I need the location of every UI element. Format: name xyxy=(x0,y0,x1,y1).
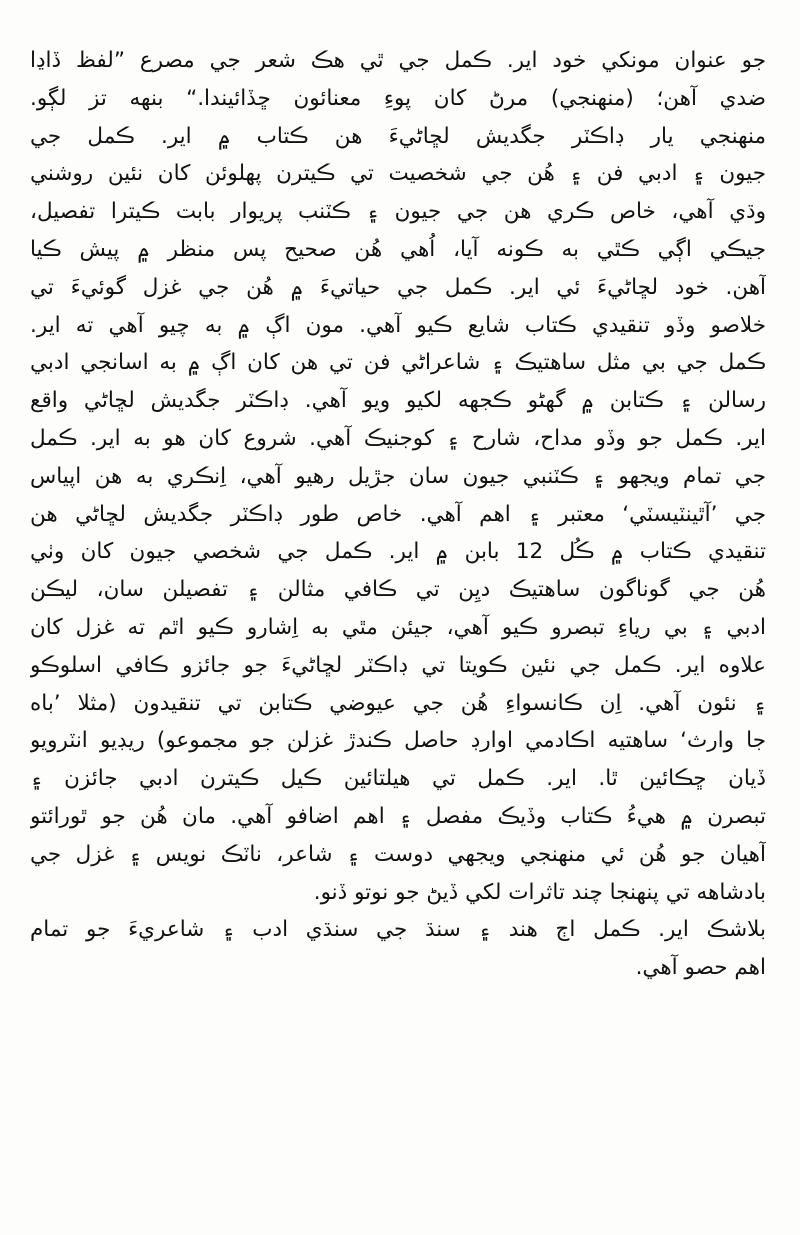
text-line: جي تمام ويجهو ۽ ڪٽنبي جيون سان جڙيل رهيو آهي، اِنڪري به هن اپياس xyxy=(30,463,766,489)
text-line: وڌي آهي، خاص ڪري هن جي جيون ۽ ڪٽنب پريوار بابت ڪيترا تفصيل، xyxy=(30,199,766,225)
text-line: آهن. خود لڇاڻيءَ ئي اير. ڪمل جي حياتيءَ ۾ هُن جي غزل گوئيءَ تي xyxy=(30,274,766,300)
text-line: جيون ۽ ادبي فن ۽ هُن جي شخصيت تي ڪيترن پهلوئن کان نئين روشني xyxy=(30,161,766,187)
text-line: جيڪي اڳي ڪٿي به ڪونه آيا، اُهي هُن صحيح پس منظر ۾ پيش ڪيا xyxy=(30,236,766,262)
text-line: علاوه اير. ڪمل جي نئين ڪويتا تي ڊاڪٽر لڇاڻيءَ جو جائزو ڪافي اسلوڪو xyxy=(30,652,766,678)
text-line: ضدي آهن؛ (منهنجي) مرڻ کان پوءِ معنائون ڇڏائيندا.“ بنهه تز لڳو. xyxy=(30,85,766,111)
text-line: جي ’آٿينٽيسٽي‘ معتبر ۽ اهم آهي. خاص طور ڊاڪٽر جگديش لڇاڻي هن xyxy=(30,501,766,527)
text-line: رسالن ۽ ڪتابن ۾ گهڻو ڪجهه لکيو ويو آهي. ڊاڪٽر جگديش لڇاڻي واقع xyxy=(30,388,766,414)
text-line: ادبي ۽ بي رياءِ تبصرو ڪيو آهي، جيئن مٿي به اِشارو ڪيو اٿم ته غزل کان xyxy=(30,614,766,640)
text-line: بلاشڪ اير. ڪمل اڄ هند ۽ سنڌ جي سنڌي ادب ۽ شاعريءَ جو تمام xyxy=(30,917,766,943)
text-line: جو عنوان مونکي خود اير. ڪمل جي ٿي هڪ شعر جي مصرع ”لفظ ڏاڍا xyxy=(30,48,766,73)
text-line: ڏيان ڇڪائين ٿا. اير. ڪمل تي هيلتائين ڪيل ڪيترن ادبي جائزن ۽ xyxy=(30,766,766,792)
body-text xyxy=(30,42,766,987)
text-line: ۽ نئون آهي. اِن ڪانسواءِ هُن جي عيوضي ڪتابن تي تنقيدون (مثلا ’باه xyxy=(30,690,766,716)
text-line: خلاصو وڏو تنقيدي ڪتاب شايع ڪيو آهي. مون اڳ ۾ به چيو آهي ته اير. xyxy=(30,312,766,338)
text-line: تبصرن ۾ هيءُ ڪتاب وڏيڪ مفصل ۽ اهم اضافو آهي. مان هُن جو ٿورائتو xyxy=(30,803,766,829)
text-line: منهنجي يار ڊاڪٽر جگديش لڇاڻيءَ هن ڪتاب ۾ اير. ڪمل جي xyxy=(30,123,766,149)
text-line: جا وارث‘ ساهتيه اڪادمي اوارڊ حاصل ڪندڙ غزلن جو مجموعو) ريڊيو انٽرويو xyxy=(30,728,766,754)
text-line: اير. ڪمل جو وڏو مداح، شارح ۽ کوجنيڪ آهي. شروع کان هو به اير. ڪمل xyxy=(30,425,766,451)
text-line: تنقيدي ڪتاب ۾ ڪُل 12 بابن ۾ اير. ڪمل جي شخصي جيون کان وٺي xyxy=(30,539,766,565)
text-line: بادشاهه تي پنهنجا چند تاثرات لکي ڏيڻ جو نوتو ڏنو. xyxy=(313,879,766,905)
text-line: آهيان جو هُن ئي منهنجي ويجهي دوست ۽ شاعر، ناٽڪ نويس ۽ غزل جي xyxy=(30,841,766,867)
text-line: ڪمل جي بي مثل ساهتيڪ ۽ شاعراڻي فن تي هن کان اڳ ۾ به اسانجي ادبي xyxy=(30,350,766,376)
text-line: هُن جي گوناگون ساهتيڪ ديِن تي ڪافي مثالن ۽ تفصيلن سان، ليڪن xyxy=(30,577,766,603)
text-line: اهم حصو آهي. xyxy=(635,955,766,981)
